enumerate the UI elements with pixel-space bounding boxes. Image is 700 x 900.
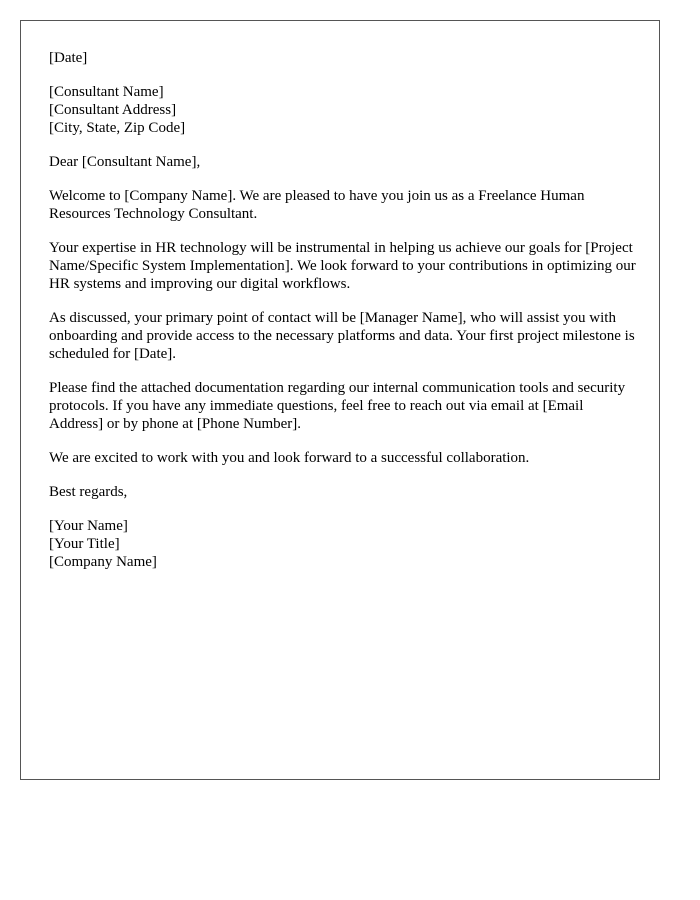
paragraph-closing-remark: We are excited to work with you and look forward to a successful collaboration. (49, 450, 530, 466)
paragraph-welcome: Welcome to [Company Name]. We are pleased to have you join us as a Freelance Human Resources Technology Consultant. (49, 188, 585, 222)
signature-title: [Your Title] (49, 536, 120, 552)
paragraph-documentation: Please find the attached documentation regarding our internal communication tools and security protocols. If you have any immediate questions, feel free to reach out via email at [Email Address] or by phone at [Phone Number]. (49, 380, 626, 432)
letter-body (49, 49, 639, 587)
recipient-name: [Consultant Name] (49, 84, 164, 100)
salutation: Dear [Consultant Name], (49, 154, 201, 170)
letter-page (20, 20, 660, 780)
paragraph-contact: As discussed, your primary point of contact will be [Manager Name], who will assist you with onboarding and provide access to the necessary platforms and data. Your first project milestone is scheduled for [Date]. (49, 310, 635, 362)
recipient-city-state-zip: [City, State, Zip Code] (49, 120, 186, 136)
signature-block (49, 517, 639, 571)
salutation-block (49, 153, 639, 171)
closing-block (49, 483, 639, 501)
recipient-address-block (49, 83, 639, 137)
letter-date-block (49, 49, 639, 67)
closing: Best regards, (49, 484, 128, 500)
signature-name: [Your Name] (49, 518, 128, 534)
recipient-address: [Consultant Address] (49, 102, 177, 118)
paragraph-expertise: Your expertise in HR technology will be instrumental in helping us achieve our goals for [Project Name/Specific System Implementation]. We look forward to your contributions in optimizing our HR systems and improving our digital workflows. (49, 240, 636, 292)
letter-date: [Date] (49, 50, 88, 66)
signature-company: [Company Name] (49, 554, 157, 570)
